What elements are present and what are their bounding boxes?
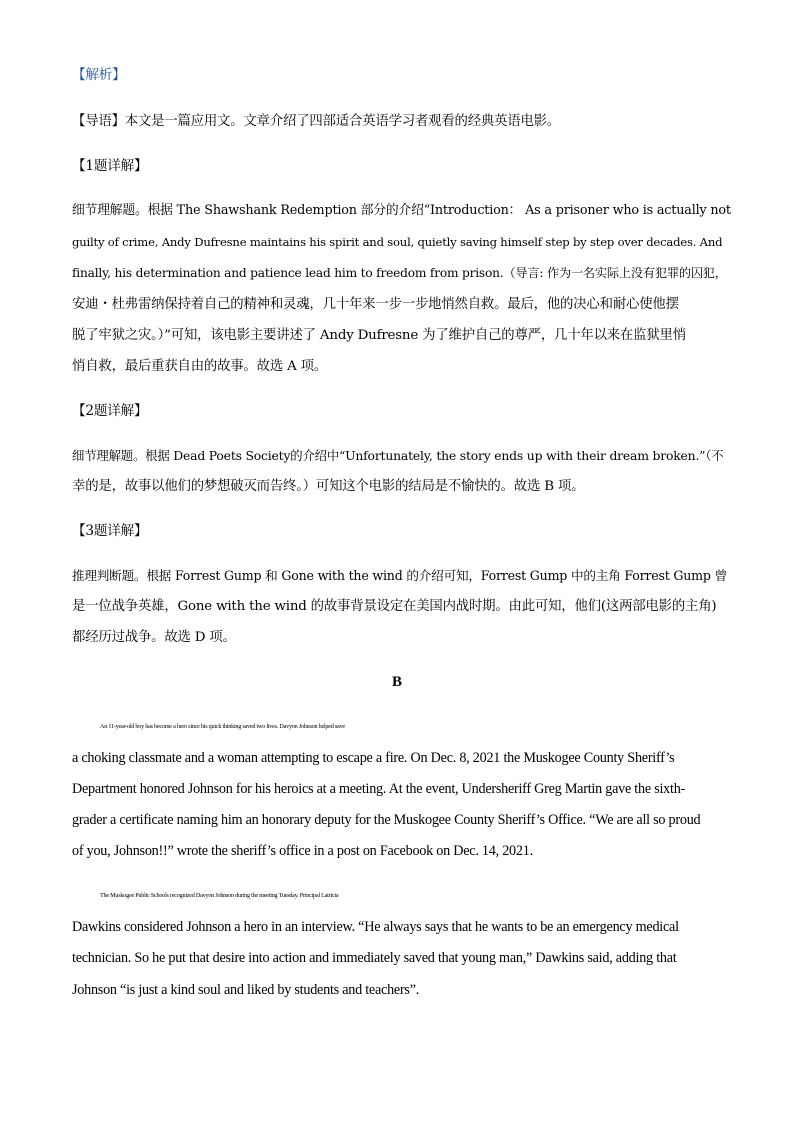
q2-line: 幸的是，故事以他们的梦想破灭而告终。）可知这个电影的结局是不愉快的。故选 B 项。 [72,479,585,494]
passage-line: Dawkins considered Johnson a hero in an interview. “He always says that he wants to be an emergency medical [72,919,679,935]
q3-line: 都经历过战争。故选 D 项。 [72,630,236,645]
q1-heading: 【1题详解】 [72,158,148,174]
q3-line: 是一位战争英雄，Gone with the wind 的故事背景设定在美国内战时期。由此可知，他们(这两部电影的主角) [72,599,717,614]
passage-line: a choking classmate and a woman attempting to escape a fire. On Dec. 8, 2021 the Muskogee County Sheriff’s [72,750,675,766]
analysis-heading: 【解析】 [72,67,126,83]
q1-line: finally, his determination and patience lead him to freedom from prison.（导言: 作为一名实际上没有犯罪的囚犯， [72,266,727,280]
q3-heading: 【3题详解】 [72,523,148,539]
passage-line: grader a certificate naming him an honorary deputy for the Muskogee County Sheriff’s Office. “We are all so proud [72,812,701,828]
passage-line: Department honored Johnson for his heroics at a meeting. At the event, Undersheriff Greg Martin gave the sixth- [72,781,686,797]
passage-line: of you, Johnson!!” wrote the sheriff’s office in a post on Facebook on Dec. 14, 2021. [72,843,533,859]
passage-line: technician. So he put that desire into action and immediately saved that young man,” Dawkins said, adding that [72,950,677,966]
guide-text: 【导语】本文是一篇应用文。文章介绍了四部适合英语学习者观看的经典英语电影。 [72,114,561,129]
q3-line: 推理判断题。根据 Forrest Gump 和 Gone with the wind 的介绍可知，Forrest Gump 中的主角 Forrest Gump 曾 [72,568,727,583]
q2-line: 细节理解题。根据 Dead Poets Society的介绍中“Unfortunately, the story ends up with their dream broken.”（不 [72,448,724,463]
q2-heading: 【2题详解】 [72,403,148,419]
q1-line: guilty of crime, Andy Dufresne maintains his spirit and soul, quietly saving himself step by step over decades. And [72,235,723,249]
passage-line: Johnson “is just a kind soul and liked by students and teachers”. [72,982,420,998]
section-b-title: B [391,674,402,690]
passage-line: The Muskogee Public Schools recognized Davyon Johnson during the meeting Tuesday. Principal Latricia [100,892,339,899]
q1-line: 悄自救，最后重获自由的故事。故选 A 项。 [72,359,328,374]
q1-line: 安迪・杜弗雷纳保持着自己的精神和灵魂，几十年来一步一步地悄然自救。最后，他的决心和耐心使他摆 [72,297,679,312]
q1-line: 脱了牢狱之灾。）”可知，该电影主要讲述了 Andy Dufresne 为了维护自己的尊严，几十年以来在监狱里悄 [72,328,686,343]
q1-line: 细节理解题。根据 The Shawshank Redemption 部分的介绍“Introduction： As a prisoner who is actually not [72,203,731,218]
passage-line: An 11-year-old boy has become a hero since his quick thinking saved two lives. Davyon Johnson helped save [100,723,345,730]
